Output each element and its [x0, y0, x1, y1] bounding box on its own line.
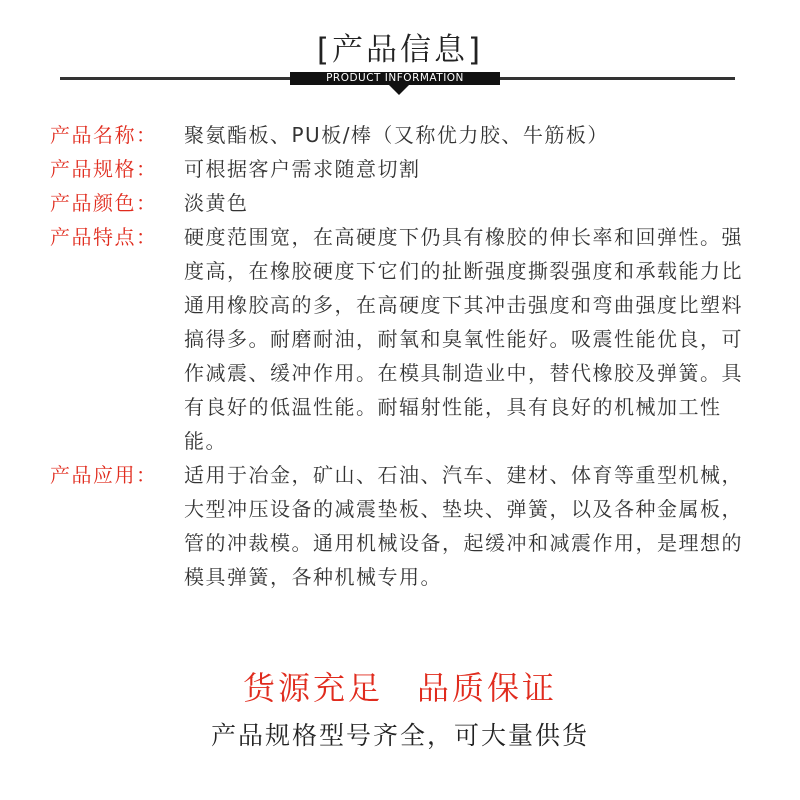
spec-list	[50, 118, 770, 594]
banner-pointer	[389, 85, 409, 95]
spec-label: 产品特点：	[50, 225, 158, 249]
spec-label: 产品规格：	[50, 157, 158, 181]
section-subtitle: PRODUCT INFORMATION	[326, 72, 464, 84]
spec-label: 产品颜色：	[50, 191, 158, 215]
spec-row-size	[50, 152, 770, 186]
spec-row-color	[50, 186, 770, 220]
spec-value: 淡黄色	[184, 191, 249, 215]
section-title: [产品信息]	[316, 32, 484, 68]
header-divider-left	[60, 77, 290, 80]
spec-row-features	[50, 220, 770, 458]
spec-value: 聚氨酯板、PU板/棒（又称优力胶、牛筋板）	[184, 123, 609, 147]
spec-label: 产品名称：	[50, 123, 158, 147]
spec-row-applications	[50, 458, 770, 594]
spec-label: 产品应用：	[50, 463, 158, 487]
spec-row-name	[50, 118, 770, 152]
slogan-supply: 货源充足	[242, 669, 383, 707]
spec-value: 硬度范围宽，在高硬度下仍具有橡胶的伸长率和回弹性。强度高，在橡胶硬度下它们的扯断强度撕裂强度和承载能力比通用橡胶高的多，在高硬度下其冲击强度和弯曲强度比塑料搞得多。耐磨耐油，耐氧和臭氧性能好。吸震性能优良，可作减震、缓冲作用。在模具制造业中，替代橡胶及弹簧。具有良好的低温性能。耐辐射性能，具有良好的机械加工性能。	[184, 225, 743, 453]
spec-value: 适用于冶金，矿山、石油、汽车、建材、体育等重型机械，大型冲压设备的减震垫板、垫块、弹簧，以及各种金属板，管的冲裁模。通用机械设备，起缓冲和减震作用，是理想的模具弹簧，各种机械专用。	[184, 463, 743, 589]
spec-value: 可根据客户需求随意切割	[184, 157, 421, 181]
footer-note: 产品规格型号齐全，可大量供货	[210, 721, 589, 750]
slogan-quality: 品质保证	[417, 669, 558, 707]
promo-slogan	[0, 668, 800, 708]
header-divider-right	[500, 77, 735, 80]
